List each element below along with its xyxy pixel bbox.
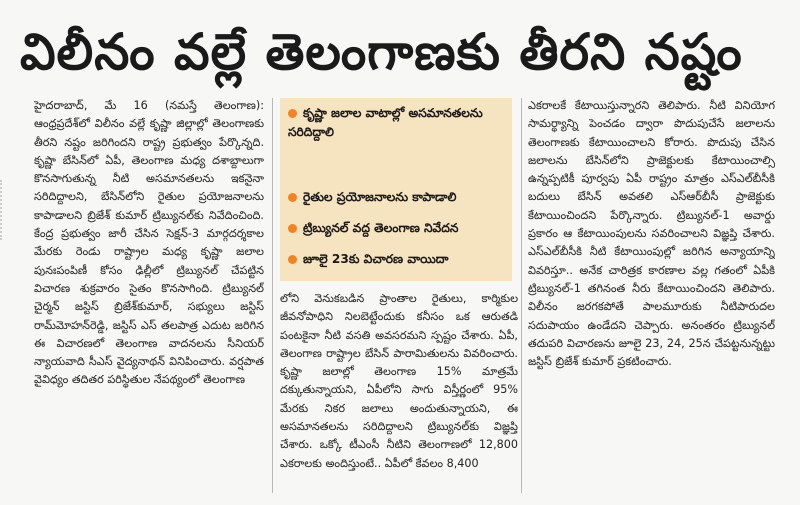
highlight-text: జూలై 23కు విచారణ వాయిదా bbox=[303, 252, 449, 266]
bullet-icon bbox=[288, 193, 297, 202]
article-column-2 bbox=[280, 290, 518, 490]
highlight-item bbox=[288, 219, 503, 238]
column-2-text: లోని వెనుకబడిన ప్రాంతాల రైతులు, కార్మికుల జీవనోపాధిని నిలబెట్టేందుకు కనీసం ఒక ఆరుతడి పంటకైనా నీటి వసతి అవసరమని స్పష్టం చేశారు. ఏపీ, తెలంగాణ రాష్ట్రాల బేసిన్ పారామితులను వివరించారు. కృష్ణా జలాల్లో తెలంగాణ 15% మాత్రమే దక్కుతున్నాయని, ఏపీలోని సాగు విస్తీర్ణంలో 95% మేరకు నికర జలాలు అందుతున్నాయని, ఈ అసమానతలను సరిదిద్దాలని ట్రిబ్యునల్‌కు విజ్ఞప్తి చేశారు. ఒక్కో టీఎంసీ నీటిని తెలంగాణలో 12,800 ఎకరాలకు అందిస్తుంటే.. ఏపీలో కేవలం 8,400 bbox=[280, 292, 518, 470]
highlight-item bbox=[288, 104, 503, 142]
column-divider bbox=[521, 98, 522, 493]
headline: విలీనం వల్లే తెలంగాణకు తీరని నష్టం bbox=[20, 23, 743, 81]
bullet-icon bbox=[288, 109, 297, 118]
article-column-3 bbox=[528, 97, 775, 497]
highlight-text: కృష్ణా జలాల వాటాల్లో అసమానతలను సరిదిద్దాలి bbox=[288, 106, 483, 139]
highlight-item bbox=[288, 188, 503, 207]
highlights-box bbox=[280, 98, 512, 281]
page-edge-mark bbox=[0, 180, 6, 240]
bullet-icon bbox=[288, 224, 297, 233]
article-column-1 bbox=[34, 97, 264, 497]
highlight-item bbox=[288, 250, 503, 269]
column-divider bbox=[272, 98, 273, 493]
column-1-text: హైదరాబాద్, మే 16 (నమస్తే తెలంగాణ): ఆంధ్రప్రదేశ్‌లో విలీనం వల్లే కృష్ణా జిల్లాల్లో తెలంగాణకు తీరని నష్టం జరిగిందని రాష్ట్ర ప్రభుత్వం పేర్కొన్నది. కృష్ణా బేసిన్‌లో ఏపీ, తెలంగాణ మధ్య దశాబ్దాలుగా కొనసాగుతున్న నీటి అసమానతలను ఇకనైనా సరిదిద్దాలని, బేసిన్‌లోని రైతుల ప్రయోజనాలను కాపాడాలని బ్రిజేశ్ కుమార్ ట్రిబ్యునల్‌కు నివేదించింది. కేంద్ర ప్రభుత్వం జారీ చేసిన సెక్షన్-3 మార్గదర్శకాల మేరకు రెండు రాష్ట్రాల మధ్య కృష్ణా జలాల పునఃపంపిణీ కోసం ఢిల్లీలో ట్రిబ్యునల్ చేపట్టిన విచారణ శుక్రవారం సైతం కొనసాగింది. ట్రిబ్యునల్ చైర్మన్ జస్టిస్ బ్రిజేశ్‌కుమార్, సభ్యులు జస్టిస్ రామ్‌మోహన్‌రెడ్డి, జస్టిస్ ఎస్ తలపాత్ర ఎదుట జరిగిన ఈ విచారణలో తెలంగాణ వాదనలను సీనియర్ న్యాయవాది సీఎస్ వైద్యనాథన్ వినిపించారు. వర్షపాత వైవిధ్యం తదితర పరిస్థితుల నేపథ్యంలో తెలంగాణ bbox=[34, 99, 264, 387]
bullet-icon bbox=[288, 255, 297, 264]
highlight-text: ట్రిబ్యునల్ వద్ద తెలంగాణ నివేదన bbox=[303, 221, 459, 235]
column-3-text: ఎకరాలకే కేటాయిస్తున్నారని తెలిపారు. నీటి వినియోగ సామర్థ్యాన్ని పెంచడం ద్వారా పొదుపుచేసే జలాలను తెలంగాణకు కేటాయించాలని కోరారు. పొదుపు చేసిన జలాలను బేసిన్‌లోని ప్రాజెక్టులకు కేటాయించాల్సి ఉన్నప్పటికీ పూర్వపు ఏపీ రాష్ట్రం మాత్రం ఎస్ఎల్‌బీసీకి బదులు బేసిన్ అవతలి ఎస్ఆర్‌బీసీ ప్రాజెక్టుకు కేటాయించిందని పేర్కొన్నారు. ట్రిబ్యునల్-1 అవార్డు ప్రకారం ఆ కేటాయింపులను సవరించాలని విజ్ఞప్తి చేశారు. ఎస్ఎల్‌బీసీకి నీటి కేటాయింపుల్లో జరిగిన అన్యాయాన్ని వివరిస్తూ.. అనేక చారిత్రక కారణాల వల్ల గతంలో ఏపీకి ట్రిబ్యునల్-1 తగినంత నీరు కేటాయించిందని తెలిపారు. విలీనం జరగకపోతే పాలమూరుకు నీటిపారుదల సదుపాయం ఉండేదని చెప్పారు. అనంతరం ట్రిబ్యునల్ తదుపరి విచారణను జూలై 23, 24, 25న చేపట్టనున్నట్టు జస్టిస్ బ్రిజేశ్ కుమార్ ప్రకటించారు. bbox=[528, 99, 775, 369]
highlight-text: రైతుల ప్రయోజనాలను కాపాడాలి bbox=[303, 190, 457, 204]
